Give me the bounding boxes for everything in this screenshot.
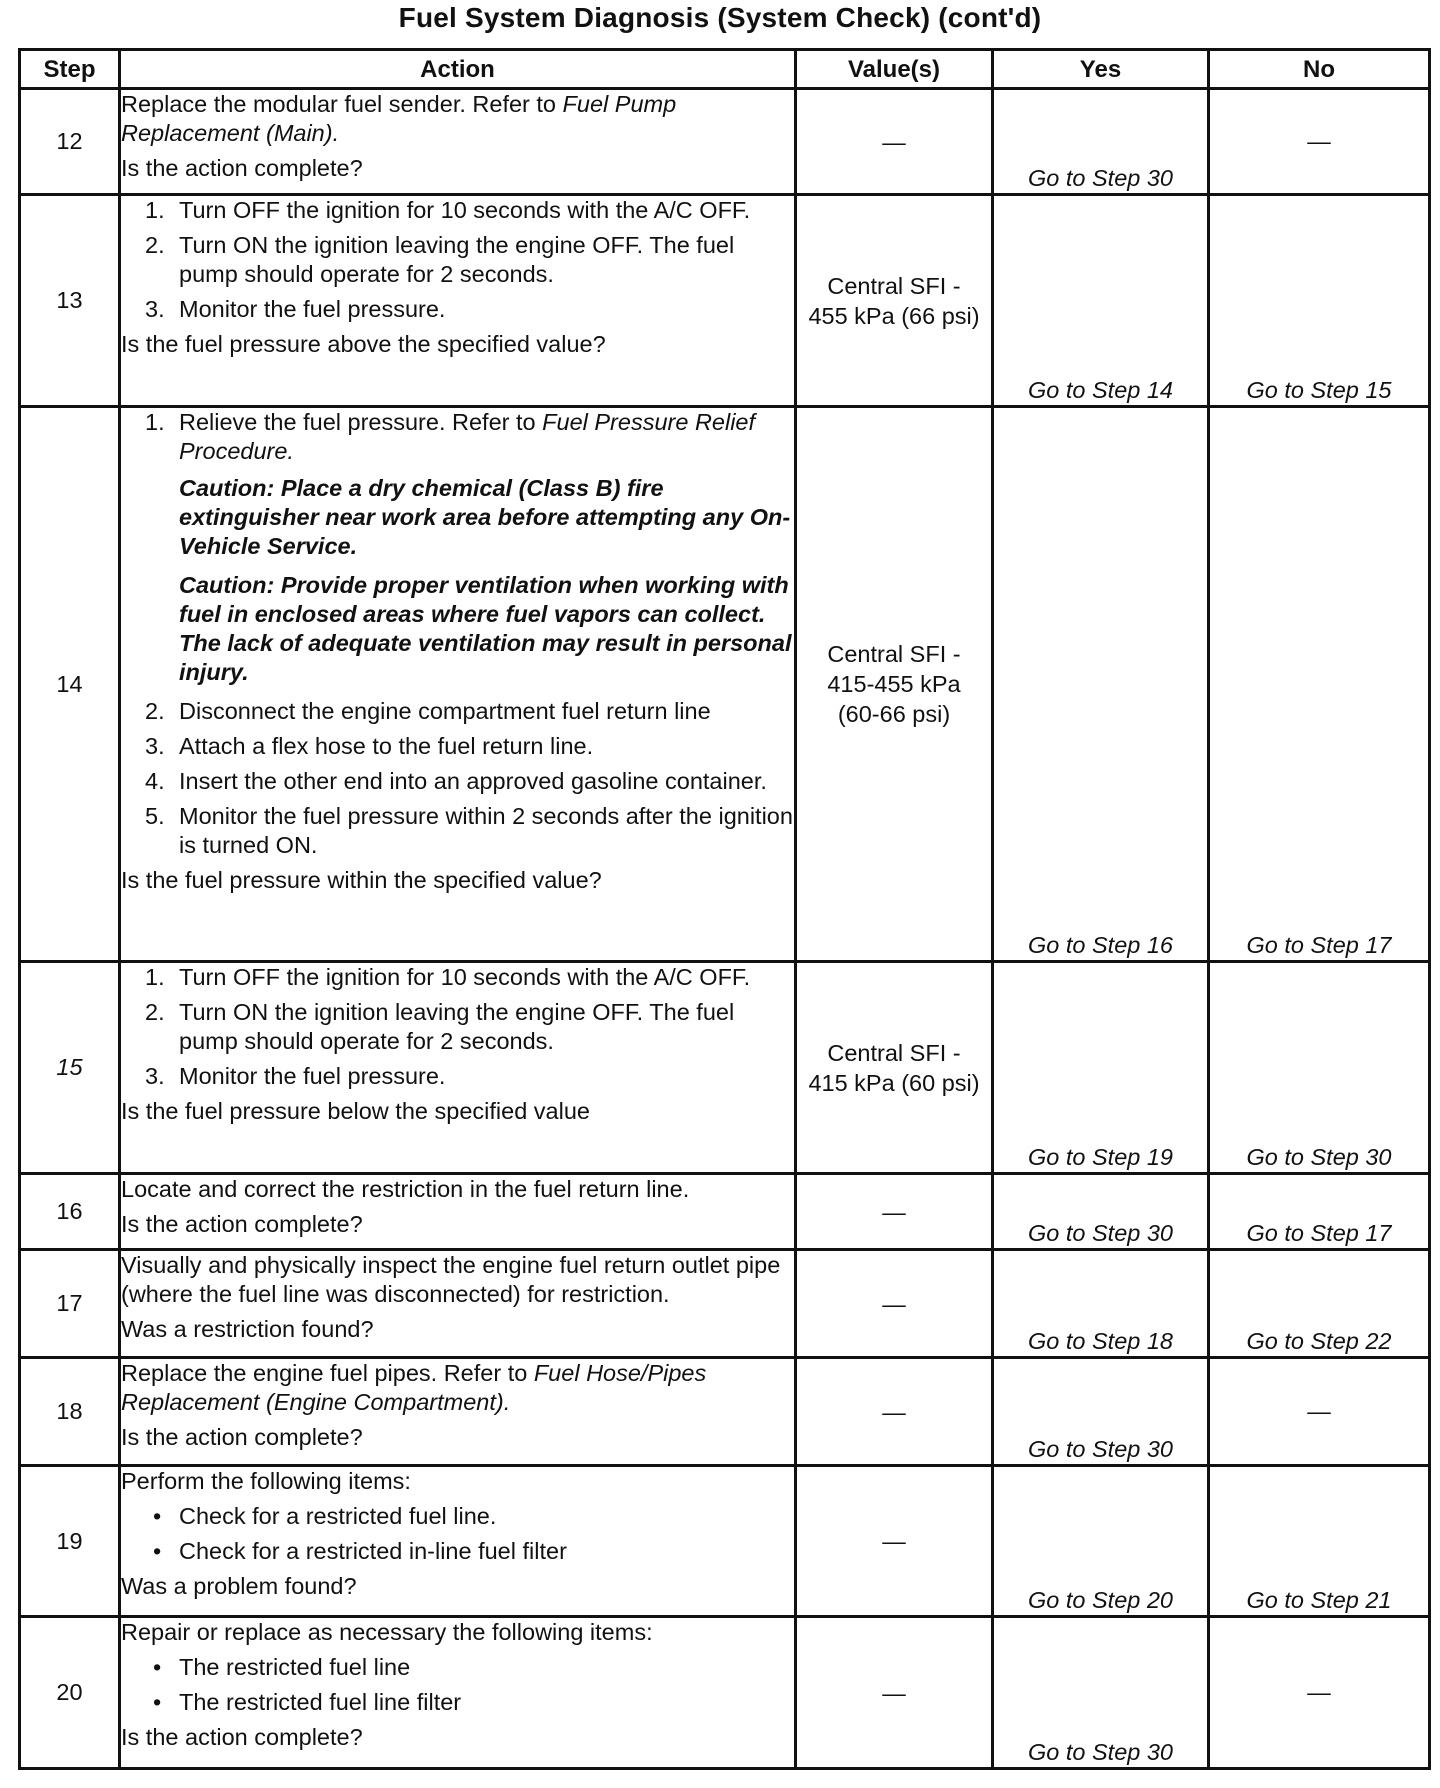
- reference-link: Fuel Hose/Pipes Replacement (Engine Compartment).: [121, 1360, 707, 1415]
- action-text-main: Replace the engine fuel pipes. Refer to: [121, 1360, 534, 1386]
- reference-link: Fuel Pressure Relief Procedure.: [179, 409, 756, 464]
- table-row: [20, 89, 1430, 195]
- yes-result: Go to Step 16: [993, 407, 1209, 962]
- yes-result: Go to Step 30: [993, 1358, 1209, 1466]
- step-number: 19: [20, 1466, 120, 1617]
- value-cell: —: [796, 1617, 993, 1769]
- numbered-list: [121, 408, 794, 466]
- action-text: Locate and correct the restriction in the fuel return line.: [121, 1176, 690, 1202]
- numbered-list: [121, 963, 794, 1091]
- step-number: 15: [20, 962, 120, 1174]
- no-result: Go to Step 30: [1209, 962, 1430, 1174]
- header-values: Value(s): [796, 50, 993, 89]
- value-line: Central SFI -: [827, 272, 961, 299]
- no-result: Go to Step 17: [1209, 407, 1430, 962]
- item-text: Disconnect the engine compartment fuel return line: [179, 698, 711, 724]
- item-text: Attach a flex hose to the fuel return line.: [179, 733, 594, 759]
- action-text: [121, 1359, 794, 1417]
- list-item: [121, 697, 794, 726]
- page-title: Fuel System Diagnosis (System Check) (cont'd): [398, 2, 1042, 33]
- value-cell: —: [796, 1466, 993, 1617]
- no-result: Go to Step 17: [1209, 1174, 1430, 1250]
- action-question: Was a problem found?: [121, 1573, 357, 1599]
- value-cell: —: [796, 1174, 993, 1250]
- table-row: [20, 1250, 1430, 1358]
- item-text: Relieve the fuel pressure. Refer to: [179, 409, 543, 435]
- list-item: [121, 1653, 794, 1682]
- value-cell: —: [796, 1358, 993, 1466]
- action-cell: [120, 1358, 796, 1466]
- action-cell: [120, 962, 796, 1174]
- item-text: Turn ON the ignition leaving the engine OFF. The fuel pump should operate for 2 seconds.: [179, 232, 735, 287]
- action-question: Is the action complete?: [121, 1211, 363, 1237]
- item-text: Monitor the fuel pressure.: [179, 296, 446, 322]
- yes-result: Go to Step 30: [993, 1617, 1209, 1769]
- action-cell: [120, 1174, 796, 1250]
- action-question: Was a restriction found?: [121, 1316, 374, 1342]
- item-number: 5.: [145, 803, 165, 829]
- list-item: [121, 1062, 794, 1091]
- item-text: Check for a restricted fuel line.: [179, 1503, 497, 1529]
- item-number: 2.: [145, 698, 165, 724]
- value-line: 455 kPa (66 psi): [808, 302, 980, 329]
- item-text: Turn OFF the ignition for 10 seconds with the A/C OFF.: [179, 197, 751, 223]
- item-text: Monitor the fuel pressure within 2 seconds after the ignition is turned ON.: [179, 803, 793, 858]
- value-line: Central SFI -: [827, 1039, 961, 1066]
- item-number: 3.: [145, 733, 165, 759]
- numbered-list: [121, 697, 794, 860]
- value-cell: —: [796, 89, 993, 195]
- item-number: 3.: [145, 1063, 165, 1089]
- yes-result: Go to Step 20: [993, 1466, 1209, 1617]
- step-number: 12: [20, 89, 120, 195]
- yes-result: Go to Step 19: [993, 962, 1209, 1174]
- list-item: [121, 1502, 794, 1531]
- action-cell: [120, 89, 796, 195]
- value-cell: —: [796, 1250, 993, 1358]
- header-yes: Yes: [993, 50, 1209, 89]
- bullet-icon: •: [153, 1689, 162, 1715]
- item-number: 3.: [145, 296, 165, 322]
- item-text: The restricted fuel line filter: [179, 1689, 462, 1715]
- action-question: Is the fuel pressure below the specified value: [121, 1098, 590, 1124]
- action-cell: [120, 407, 796, 962]
- table-row: [20, 1617, 1430, 1769]
- caution-note: Caution: Place a dry chemical (Class B) fire extinguisher near work area before attempting any On-Vehicle Service.: [179, 475, 791, 559]
- value-line: 415-455 kPa: [827, 671, 961, 697]
- step-number: 16: [20, 1174, 120, 1250]
- no-result: Go to Step 21: [1209, 1466, 1430, 1617]
- action-text: Perform the following items:: [121, 1468, 411, 1494]
- value-cell: [796, 962, 993, 1174]
- action-cell: [120, 1250, 796, 1358]
- no-result: —: [1209, 1617, 1430, 1769]
- action-text: Repair or replace as necessary the following items:: [121, 1619, 653, 1645]
- action-text-main: Replace the modular fuel sender. Refer to: [121, 91, 563, 117]
- item-number: 2.: [145, 232, 165, 258]
- item-text: Check for a restricted in-line fuel filter: [179, 1538, 567, 1564]
- action-question: Is the action complete?: [121, 155, 363, 181]
- step-number: 17: [20, 1250, 120, 1358]
- value-line: (60-66 psi): [837, 701, 951, 727]
- list-item: [121, 196, 794, 225]
- action-text: [121, 90, 794, 148]
- table-row: [20, 1174, 1430, 1250]
- header-step: Step: [20, 50, 120, 89]
- value-cell: [796, 195, 993, 407]
- action-question: Is the action complete?: [121, 1424, 363, 1450]
- bullet-icon: •: [153, 1538, 162, 1564]
- yes-result: Go to Step 30: [993, 1174, 1209, 1250]
- value-cell: [796, 407, 993, 962]
- list-item: [121, 963, 794, 992]
- bullet-list: [121, 1502, 794, 1566]
- item-number: 4.: [145, 768, 165, 794]
- table-row: [20, 195, 1430, 407]
- list-item: [121, 998, 794, 1056]
- bullet-icon: •: [153, 1654, 162, 1680]
- list-item: [121, 295, 794, 324]
- no-result: Go to Step 22: [1209, 1250, 1430, 1358]
- numbered-list: [121, 196, 794, 324]
- step-number: 18: [20, 1358, 120, 1466]
- item-number: 2.: [145, 999, 165, 1025]
- header-action: Action: [120, 50, 796, 89]
- table-header-row: [20, 50, 1430, 89]
- table-row: [20, 1466, 1430, 1617]
- action-cell: [120, 1617, 796, 1769]
- item-text: Turn OFF the ignition for 10 seconds with the A/C OFF.: [179, 964, 751, 990]
- step-number: 14: [20, 407, 120, 962]
- item-number: 1.: [145, 964, 165, 990]
- no-result: —: [1209, 89, 1430, 195]
- header-no: No: [1209, 50, 1430, 89]
- item-number: 1.: [145, 409, 165, 435]
- item-text: Insert the other end into an approved gasoline container.: [179, 768, 767, 794]
- yes-result: Go to Step 14: [993, 195, 1209, 407]
- item-text: Turn ON the ignition leaving the engine OFF. The fuel pump should operate for 2 seconds.: [179, 999, 735, 1054]
- table-row: [20, 962, 1430, 1174]
- list-item: [121, 767, 794, 796]
- action-question: Is the fuel pressure within the specified value?: [121, 867, 602, 893]
- action-question: Is the fuel pressure above the specified value?: [121, 331, 606, 357]
- reference-link: Fuel Pump Replacement (Main).: [121, 91, 677, 146]
- item-text: Monitor the fuel pressure.: [179, 1063, 446, 1089]
- table-row: [20, 407, 1430, 962]
- no-result: Go to Step 15: [1209, 195, 1430, 407]
- action-question: Is the action complete?: [121, 1724, 363, 1750]
- list-item: [121, 231, 794, 289]
- yes-result: Go to Step 18: [993, 1250, 1209, 1358]
- list-item: [121, 802, 794, 860]
- step-number: 20: [20, 1617, 120, 1769]
- action-cell: [120, 195, 796, 407]
- no-result: —: [1209, 1358, 1430, 1466]
- yes-result: Go to Step 30: [993, 89, 1209, 195]
- diagnosis-table: [18, 48, 1431, 1770]
- item-number: 1.: [145, 197, 165, 223]
- action-cell: [120, 1466, 796, 1617]
- caution-note: Caution: Provide proper ventilation when working with fuel in enclosed areas where fuel vapors can collect. The lack of adequate ventilation may result in personal injury.: [179, 572, 792, 685]
- list-item: [121, 408, 794, 466]
- step-number: 13: [20, 195, 120, 407]
- bullet-icon: •: [153, 1503, 162, 1529]
- value-line: 415 kPa (60 psi): [808, 1069, 980, 1096]
- list-item: [121, 1688, 794, 1717]
- value-line: Central SFI -: [827, 641, 961, 667]
- list-item: [121, 732, 794, 761]
- item-text: The restricted fuel line: [179, 1654, 411, 1680]
- list-item: [121, 1537, 794, 1566]
- table-row: [20, 1358, 1430, 1466]
- bullet-list: [121, 1653, 794, 1717]
- action-text: Visually and physically inspect the engine fuel return outlet pipe (where the fuel line was disconnected) for restriction.: [121, 1252, 781, 1307]
